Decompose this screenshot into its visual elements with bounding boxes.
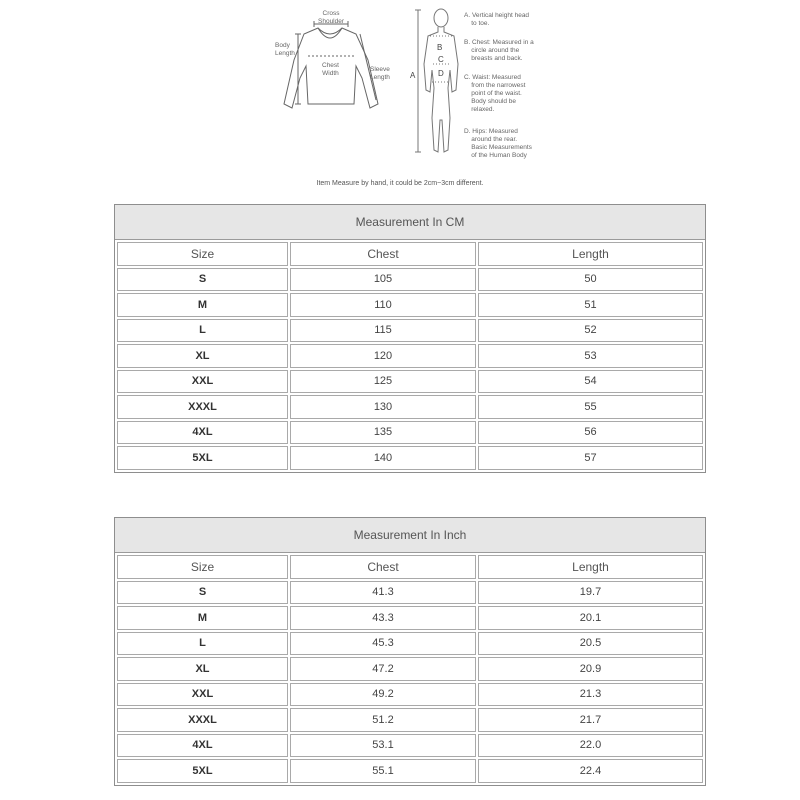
length-cell: 50	[478, 268, 703, 292]
note-c: C. Waist: Measured from the narrowest point of the waist. Body should be relaxed.	[464, 74, 526, 113]
table-row	[117, 759, 703, 783]
column-header: Length	[478, 555, 703, 579]
cm-size-table	[114, 204, 706, 473]
size-cell: XL	[117, 344, 288, 368]
note-a: A. Vertical height head to toe.	[464, 12, 530, 27]
chest-cell: 115	[290, 319, 476, 343]
length-cell: 19.7	[478, 581, 703, 605]
table-row	[117, 683, 703, 707]
table-row	[117, 657, 703, 681]
size-cell: L	[117, 632, 288, 656]
letter-b-label: B	[437, 43, 443, 52]
table-header-row	[117, 242, 703, 266]
chest-cell: 130	[290, 395, 476, 419]
table-row	[117, 446, 703, 470]
chest-cell: 53.1	[290, 734, 476, 758]
body-figure-icon	[415, 9, 458, 152]
letter-c-label: C	[438, 55, 444, 64]
chest-cell: 140	[290, 446, 476, 470]
size-cell: L	[117, 319, 288, 343]
size-cell: XXL	[117, 370, 288, 394]
table-row	[117, 421, 703, 445]
cm-table-body	[117, 242, 703, 470]
table-row	[117, 344, 703, 368]
length-cell: 51	[478, 293, 703, 317]
cross-shoulder-label: Cross Shoulder	[318, 10, 345, 25]
chest-cell: 47.2	[290, 657, 476, 681]
length-cell: 21.3	[478, 683, 703, 707]
table-row	[117, 708, 703, 732]
cm-table-grid	[115, 240, 705, 472]
chest-cell: 120	[290, 344, 476, 368]
measure-note: Item Measure by hand, it could be 2cm~3cm different.	[316, 180, 484, 187]
chest-cell: 55.1	[290, 759, 476, 783]
sleeve-length-label: Sleeve Length	[370, 66, 390, 81]
cm-table-title: Measurement In CM	[115, 205, 705, 240]
inch-table-title: Measurement In Inch	[115, 518, 705, 553]
table-row	[117, 395, 703, 419]
length-cell: 56	[478, 421, 703, 445]
inch-table-grid	[115, 553, 705, 785]
letter-a-label: A	[410, 71, 416, 80]
column-header: Chest	[290, 555, 476, 579]
chest-cell: 125	[290, 370, 476, 394]
size-cell: 5XL	[117, 759, 288, 783]
measurement-diagram	[0, 0, 800, 200]
size-cell: M	[117, 606, 288, 630]
column-header: Length	[478, 242, 703, 266]
size-cell: XXXL	[117, 708, 288, 732]
table-row	[117, 606, 703, 630]
chest-cell: 41.3	[290, 581, 476, 605]
table-row	[117, 293, 703, 317]
note-b: B. Chest: Measured in a circle around the breasts and back.	[464, 39, 534, 62]
table-row	[117, 581, 703, 605]
chest-cell: 45.3	[290, 632, 476, 656]
inch-size-table	[114, 517, 706, 786]
column-header: Size	[117, 555, 288, 579]
inch-table-body	[117, 555, 703, 783]
chest-width-label: Chest Width	[322, 62, 339, 77]
size-cell: S	[117, 581, 288, 605]
size-cell: S	[117, 268, 288, 292]
table-row	[117, 268, 703, 292]
length-cell: 21.7	[478, 708, 703, 732]
diagram-illustration	[0, 0, 800, 200]
length-cell: 20.5	[478, 632, 703, 656]
column-header: Size	[117, 242, 288, 266]
table-row	[117, 632, 703, 656]
length-cell: 53	[478, 344, 703, 368]
length-cell: 22.4	[478, 759, 703, 783]
size-cell: XXL	[117, 683, 288, 707]
chest-cell: 51.2	[290, 708, 476, 732]
chest-cell: 43.3	[290, 606, 476, 630]
size-cell: 4XL	[117, 421, 288, 445]
length-cell: 54	[478, 370, 703, 394]
length-cell: 55	[478, 395, 703, 419]
letter-d-label: D	[438, 69, 444, 78]
chest-cell: 105	[290, 268, 476, 292]
table-row	[117, 734, 703, 758]
table-row	[117, 370, 703, 394]
table-header-row	[117, 555, 703, 579]
chest-cell: 135	[290, 421, 476, 445]
size-cell: XL	[117, 657, 288, 681]
chest-cell: 49.2	[290, 683, 476, 707]
body-length-label: Body Length	[275, 42, 295, 57]
length-cell: 52	[478, 319, 703, 343]
length-cell: 20.9	[478, 657, 703, 681]
length-cell: 57	[478, 446, 703, 470]
size-cell: 4XL	[117, 734, 288, 758]
size-cell: 5XL	[117, 446, 288, 470]
length-cell: 22.0	[478, 734, 703, 758]
size-cell: XXXL	[117, 395, 288, 419]
size-cell: M	[117, 293, 288, 317]
column-header: Chest	[290, 242, 476, 266]
chest-cell: 110	[290, 293, 476, 317]
note-d: D. Hips: Measured around the rear. Basic Measurements of the Human Body	[464, 128, 532, 159]
table-row	[117, 319, 703, 343]
length-cell: 20.1	[478, 606, 703, 630]
